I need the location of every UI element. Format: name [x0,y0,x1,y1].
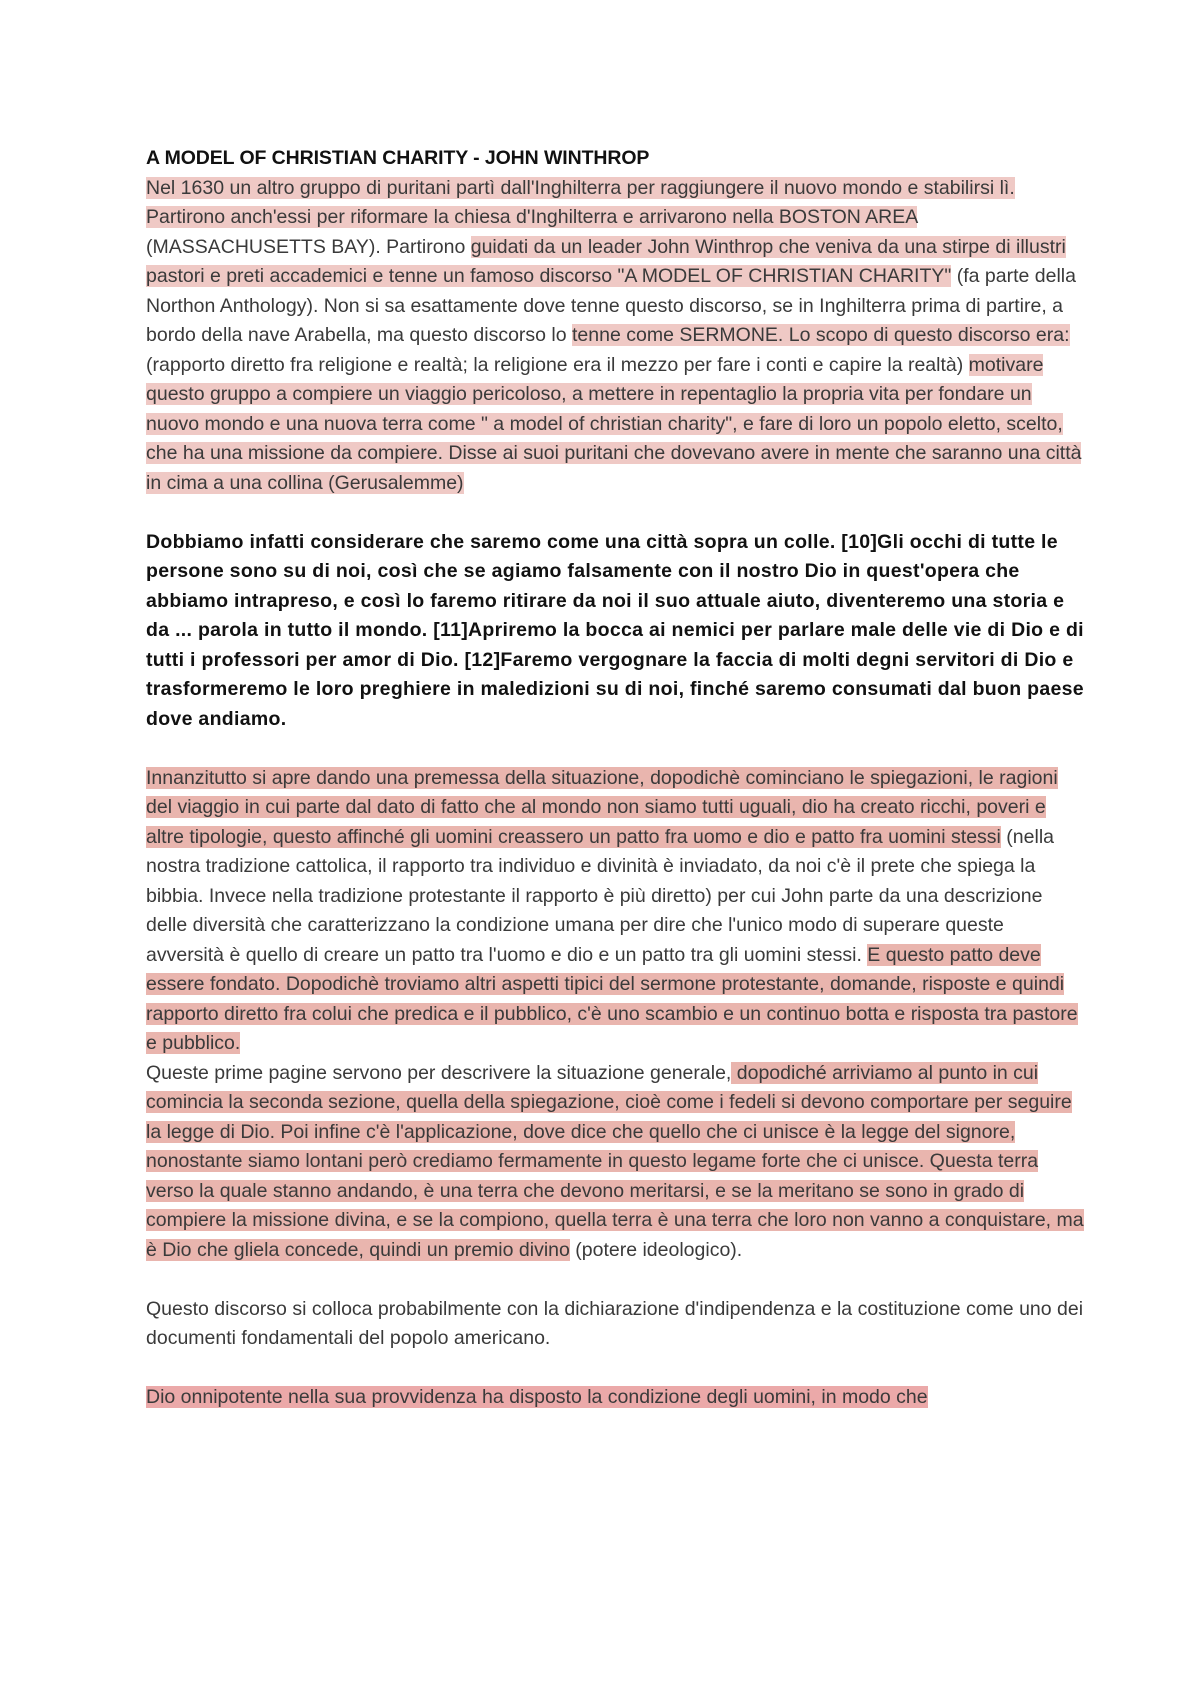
paragraph-gap [146,734,1086,764]
document-title: A MODEL OF CHRISTIAN CHARITY - JOHN WINTHROP [146,147,650,169]
sermon-quote: Dobbiamo infatti considerare che saremo come una città sopra un colle. [10]Gli occhi di tutte le persone sono su di noi, così che se agiamo falsamente con il nostro Dio in quest'opera che abbiamo intrapreso, e così lo faremo ritirare da noi il suo attuale aiuto, diventeremo una storia e da ... parola in tutto il mondo. [11]Apriremo la bocca ai nemici per parlare male delle vie di Dio e di tutti i professori per amor di Dio. [12]Faremo vergognare la faccia di molti degni servitori di Dio e trasformeremo le loro preghiere in maledizioni su di noi, finché saremo consumati dal buon paese dove andiamo. [146,530,1084,730]
text-span: (fa parte della Northon Anthology). Non si sa esattamente dove tenne questo discorso, se in Inghilterra prima di partire, a bordo della nave Arabella, ma questo discorso lo [146,265,1076,346]
document-page [146,144,1086,1413]
structure-paragraph [146,1059,1086,1266]
highlight: guidati da un leader John Winthrop che veniva da una stirpe di illustri pastori e preti accademici e tenne un famoso discorso "A MODEL OF CHRISTIAN CHARITY" [146,235,1066,287]
paragraph-gap [146,1265,1086,1295]
highlight: Dio onnipotente nella sua provvidenza ha disposto la condizione degli uomini, in modo che [146,1386,928,1408]
highlight: tenne come SERMONE. Lo scopo di questo discorso era: [572,324,1070,346]
intro-paragraph [146,174,1086,499]
text-span: (rapporto diretto fra religione e realtà; la religione era il mezzo per fare i conti e capire la realtà) [146,353,969,376]
text-span: (potere ideologico). [569,1238,743,1261]
context-paragraph: Questo discorso si colloca probabilmente con la dichiarazione d'indipendenza e la costituzione come uno dei documenti fondamentali del popolo americano. [146,1297,1084,1349]
text-span: Queste prime pagine servono per descrivere la situazione generale, [146,1061,732,1084]
highlight: motivare questo gruppo a compiere un viaggio pericoloso, a mettere in repentaglio la propria vita per fondare un nuovo mondo e una nuova terra come " a model of christian charity", e fare di loro un popolo eletto, scelto, che ha una missione da compiere. Disse ai suoi puritani che dovevano avere in mente che saranno una città in cima a una collina (Gerusalemme) [146,353,1082,494]
text-span: (MASSACHUSETTS BAY). Partirono [146,235,471,258]
highlight: Innanzitutto si apre dando una premessa della situazione, dopodichè cominciano le spiegazioni, le ragioni del viaggio in cui parte dal dato di fatto che al mondo non siamo tutti uguali, dio ha creato ricchi, poveri e altre tipologie, questo affinché gli uomini creassero un patto fra uomo e dio e patto fra uomini stessi [146,766,1058,848]
paragraph-gap [146,1354,1086,1384]
text-span: (nella nostra tradizione cattolica, il rapporto tra individuo e divinità è inviadato, da noi c'è il prete che spiega la bibbia. Invece nella tradizione protestante il rapporto è più diretto) per cui John parte da una descrizione delle diversità che caratterizzano la condizione umana per dire che l'unico modo di superare queste avversità è quello di creare un patto tra l'uomo e dio e un patto tra gli uomini stessi. [146,825,1055,966]
highlight: dopodiché arriviamo al punto in cui comincia la seconda sezione, quella della spiegazione, cioè come i fedeli si devono comportare per seguire la legge di Dio. Poi infine c'è l'applicazione, dove dice che quello che ci unisce è la legge del signore, nonostante siamo lontani però crediamo fermamente in questo legame forte che ci unisce. Questa terra verso la quale stanno andando, è una terra che devono meritarsi, e se la meritano se sono in grado di compiere la missione divina, e se la compiono, quella terra è una terra che loro non vanno a conquistare, ma è Dio che gliela concede, quindi un premio divino [146,1061,1084,1261]
analysis-paragraph [146,764,1086,1059]
closing-paragraph [146,1383,1086,1413]
paragraph-gap [146,498,1086,528]
highlight: Nel 1630 un altro gruppo di puritani partì dall'Inghilterra per raggiungere il nuovo mondo e stabilirsi lì. Partirono anch'essi per riformare la chiesa d'Inghilterra e arrivarono nella BOSTON AREA [146,176,1015,228]
highlight: E questo patto deve essere fondato. Dopodichè troviamo altri aspetti tipici del sermone protestante, domande, risposte e quindi rapporto diretto fra colui che predica e il pubblico, c'è uno scambio e un continuo botta e risposta tra pastore e pubblico. [146,943,1078,1054]
